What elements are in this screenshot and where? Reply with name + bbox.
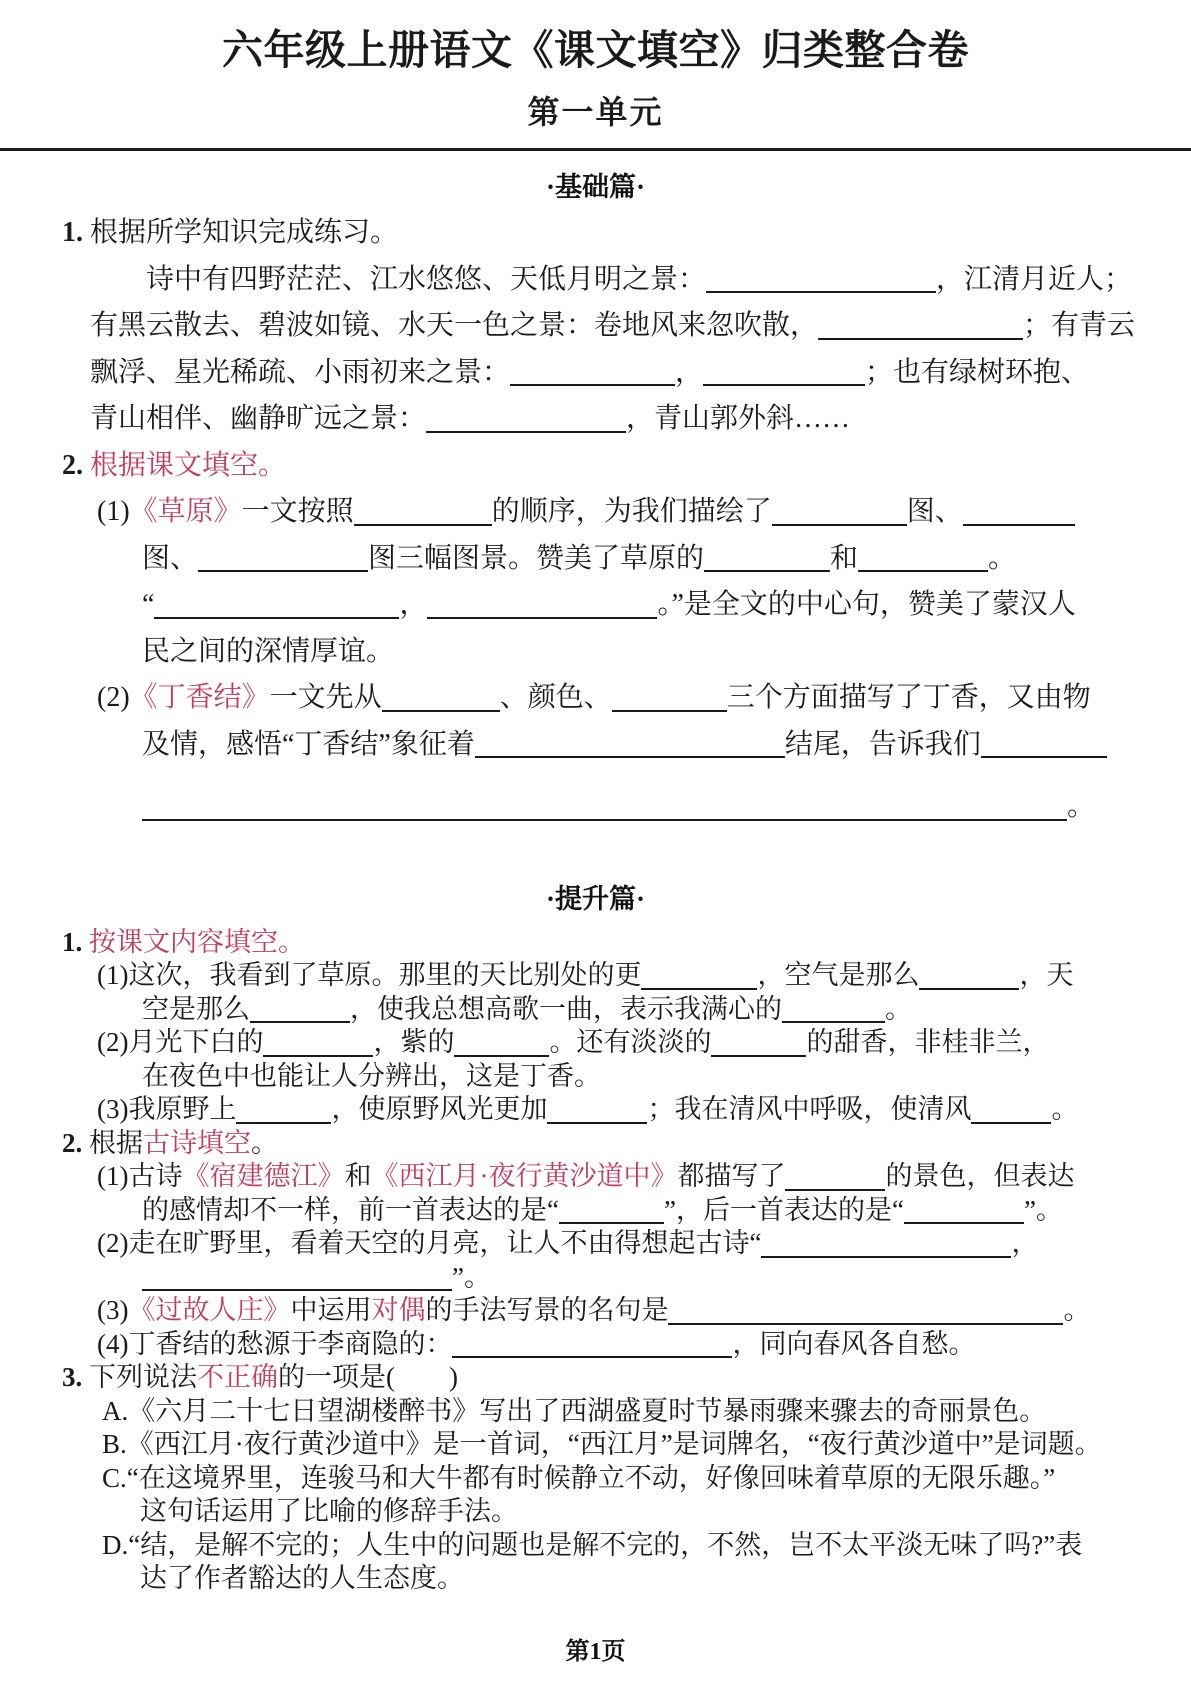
text-run: 根据 (82, 1127, 143, 1158)
answer-blank (704, 542, 830, 572)
answer-blank (963, 496, 1075, 526)
text-run: 的感情却不一样，前一首表达的是“ (142, 1194, 559, 1225)
answer-blank (475, 728, 785, 758)
text-run: 结尾，告诉我们 (784, 728, 981, 760)
highlighted-text: 对偶 (371, 1295, 426, 1326)
answer-blank (142, 1262, 452, 1291)
highlighted-text: 《过故人庄》 (128, 1295, 291, 1326)
text-line (0, 926, 1191, 960)
text-run: 。 (1063, 1295, 1091, 1326)
text-run: 飘浮、星光稀疏、小雨初来之景： (90, 356, 511, 388)
text-line (0, 1127, 1191, 1161)
highlighted-text: 《宿建德江》 (182, 1161, 345, 1192)
text-run: ，天 (1019, 960, 1074, 991)
question-number: 2. (62, 1127, 83, 1158)
text-line (0, 1261, 1191, 1295)
text-run: ”。 (452, 1261, 491, 1292)
text-run: (1)这次，我看到了草原。那里的天比别处的更 (97, 960, 642, 991)
text-line (0, 1462, 1191, 1496)
highlighted-text: 《丁香结》 (129, 682, 270, 714)
highlighted-text: 按课文内容填空。 (82, 926, 305, 957)
page-title: 六年级上册语文《课文填空》归类整合卷 (222, 27, 969, 73)
text-run: C.“在这境界里，连骏马和大牛都有时候静立不动，好像回味着草原的无限乐趣。” (102, 1462, 1056, 1493)
text-line (0, 784, 1191, 831)
text-line (0, 1093, 1191, 1127)
answer-blank (706, 263, 936, 293)
text-line (0, 722, 1191, 769)
text-line (0, 1294, 1191, 1328)
answer-blank (154, 589, 399, 619)
question-number: 1. (62, 217, 83, 249)
text-run: 空是那么 (142, 993, 250, 1024)
text-run: 都描写了 (677, 1161, 786, 1192)
text-run: (4)丁香结的愁源于李商隐的： (97, 1328, 453, 1359)
answer-blank (454, 1028, 549, 1057)
text-run: 。 (885, 993, 912, 1024)
text-run: 、颜色、 (499, 682, 612, 714)
text-run: (2)走在旷野里，看着天空的月亮，让人不由得想起古诗“ (97, 1228, 762, 1259)
text-run: B.《西江月·夜行黄沙道中》是一首词，“西江月”是词牌名，“夜行黄沙道中”是词题。 (102, 1429, 1102, 1460)
page-number: 第1页 (565, 1639, 626, 1665)
text-run: 。”是全文的中心句，赞美了蒙汉人 (657, 589, 1076, 621)
text-run: ，同向春风各自愁。 (732, 1328, 976, 1359)
text-run: 有黑云散去、碧波如镜、水天一色之景：卷地风来忽吹散， (90, 310, 819, 342)
answer-blank (772, 496, 907, 526)
text-run: 诗中有四野茫茫、江水悠悠、天低月明之景： (146, 263, 707, 295)
answer-blank (452, 1329, 732, 1358)
text-line (0, 303, 1191, 350)
text-run: 和 (830, 542, 859, 574)
text-run: 。 (1051, 1094, 1079, 1125)
answer-blank (785, 1162, 885, 1191)
text-line (0, 1495, 1191, 1529)
highlighted-text: 古诗填空 (143, 1127, 251, 1158)
text-run: (2)月光下白的 (97, 1027, 264, 1058)
answer-blank (559, 1195, 664, 1224)
text-run: 。还有淡淡的 (549, 1027, 712, 1058)
text-run: 下列说法 (82, 1362, 197, 1393)
section-basic-body (0, 210, 1191, 831)
answer-blank (263, 1028, 373, 1057)
text-line (0, 1026, 1191, 1060)
text-run: A.《六月二十七日望湖楼醉书》写出了西湖盛夏时节暴雨骤来骤去的奇丽景色。 (102, 1395, 1047, 1426)
answer-blank (236, 1095, 331, 1124)
text-run: ，使我总想高歌一曲，表示我满心的 (350, 993, 782, 1024)
highlighted-text: 《草原》 (129, 496, 242, 528)
text-run: ；我在清风中呼吸，使清风 (647, 1094, 972, 1125)
answer-blank (354, 496, 492, 526)
text-run: ，青山郭外斜…… (626, 403, 851, 435)
text-run: 的一项是( ) (278, 1362, 458, 1393)
answer-blank (971, 1095, 1051, 1124)
text-run: ；也有绿树环抱、 (865, 356, 1090, 388)
text-run: 和 (344, 1161, 372, 1192)
text-line (0, 489, 1191, 536)
text-run: (1) (97, 496, 130, 528)
text-run: 的甜香，非桂非兰， (806, 1027, 1050, 1058)
text-run: 一文按照 (241, 496, 354, 528)
answer-blank (981, 728, 1107, 758)
text-run: ， (1011, 1228, 1039, 1259)
answer-blank (711, 1028, 806, 1057)
text-run: ，使原野风光更加 (331, 1094, 548, 1125)
text-line (0, 1194, 1191, 1228)
text-line (0, 993, 1191, 1027)
answer-blank (761, 1229, 1011, 1258)
question-number: 3. (62, 1362, 83, 1393)
text-run: 的景色，但表达 (885, 1161, 1075, 1192)
unit-subtitle: 第一单元 (527, 94, 664, 131)
text-line (0, 629, 1191, 676)
text-run: 。 (251, 1127, 278, 1158)
answer-blank (142, 791, 1067, 821)
text-line (0, 1227, 1191, 1261)
text-run: ， (399, 589, 428, 621)
text-run: ，紫的 (373, 1027, 455, 1058)
text-run: “ (142, 589, 155, 621)
highlighted-text: 根据课文填空。 (83, 449, 287, 481)
text-line (0, 1428, 1191, 1462)
text-run: (3)我原野上 (97, 1094, 237, 1125)
section-advanced-heading: ·提升篇· (545, 883, 645, 914)
answer-blank (250, 994, 350, 1023)
text-run: ”。 (1023, 1194, 1063, 1225)
highlighted-text: 不正确 (197, 1362, 278, 1393)
text-line (0, 443, 1191, 490)
answer-blank (382, 682, 500, 712)
text-run: 及情，感悟“丁香结”象征着 (142, 728, 475, 760)
text-line (0, 350, 1191, 397)
section-basic-heading: ·基础篇· (545, 172, 645, 203)
answer-blank (858, 542, 988, 572)
text-run: 三个方面描写了丁香，又由物 (726, 682, 1091, 714)
text-run: 中运用 (290, 1295, 372, 1326)
text-run: 民之间的深情厚谊。 (142, 635, 395, 667)
text-run: 。 (988, 542, 1017, 574)
answer-blank (547, 1095, 647, 1124)
answer-blank (782, 994, 885, 1023)
question-number: 1. (62, 926, 83, 957)
text-run: (3) (97, 1295, 129, 1326)
answer-blank (426, 403, 626, 433)
text-run: 图三幅图景。赞美了草原的 (368, 542, 705, 574)
text-run: ”，后一首表达的是“ (663, 1194, 904, 1225)
answer-blank (904, 1195, 1024, 1224)
text-line (0, 210, 1191, 257)
text-line (0, 1328, 1191, 1362)
answer-blank (510, 356, 675, 386)
header-divider (0, 148, 1191, 151)
answer-blank (198, 542, 368, 572)
text-run: (1)古诗 (97, 1161, 183, 1192)
text-run: 图、 (142, 542, 199, 574)
section-advanced (0, 877, 1191, 1596)
highlighted-text: 《西江月·夜行黄沙道中》 (371, 1161, 678, 1192)
question-number: 2. (62, 449, 83, 481)
text-line (0, 582, 1191, 629)
text-line (0, 396, 1191, 443)
text-line (0, 1562, 1191, 1596)
text-line (0, 675, 1191, 722)
text-run: 。 (1067, 791, 1096, 823)
answer-blank (818, 310, 1023, 340)
text-run: D.“结，是解不完的；人生中的问题也是解不完的，不然，岂不太平淡无味了吗?”表 (102, 1529, 1083, 1560)
text-run: 的顺序，为我们描绘了 (491, 496, 772, 528)
text-line (0, 1529, 1191, 1563)
text-run: ，空气是那么 (757, 960, 920, 991)
text-line (0, 1160, 1191, 1194)
section-advanced-body (0, 926, 1191, 1596)
answer-blank (668, 1296, 1063, 1325)
text-run: 这句话运用了比喻的修辞手法。 (140, 1496, 518, 1527)
text-run: 图、 (906, 496, 963, 528)
text-run: ， (675, 356, 704, 388)
page-header (0, 0, 1191, 133)
text-run: (2) (97, 682, 130, 714)
text-run: 的手法写景的名句是 (425, 1295, 669, 1326)
text-line (0, 1060, 1191, 1094)
text-run: ，江清月近人； (936, 263, 1133, 295)
text-run: ；有青云 (1023, 310, 1136, 342)
text-line (0, 536, 1191, 583)
text-run: 一文先从 (269, 682, 382, 714)
text-line (0, 959, 1191, 993)
section-basic (0, 165, 1191, 831)
text-line (0, 1361, 1191, 1395)
answer-blank (427, 589, 657, 619)
text-line (0, 257, 1191, 304)
answer-blank (641, 961, 757, 990)
answer-blank (919, 961, 1019, 990)
text-line (0, 1395, 1191, 1429)
text-run: 达了作者豁达的人生态度。 (140, 1563, 464, 1594)
text-run: 青山相伴、幽静旷远之景： (90, 403, 427, 435)
answer-blank (612, 682, 727, 712)
text-run: 在夜色中也能让人分辨出，这是丁香。 (142, 1060, 601, 1091)
text-run: 根据所学知识完成练习。 (83, 217, 399, 249)
answer-blank (703, 356, 865, 386)
